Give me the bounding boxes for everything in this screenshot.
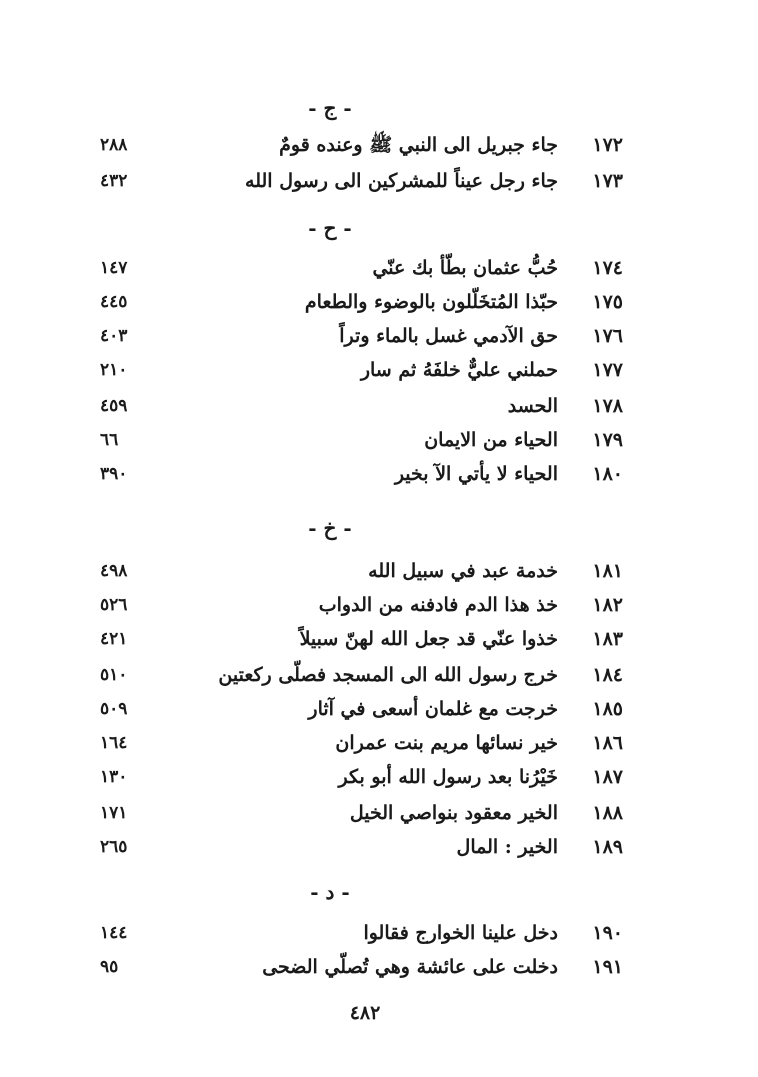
entry-text: الخير معقود بنواصي الخيل bbox=[349, 802, 558, 824]
entry-text: حق الآدمي غسل بالماء وتراً bbox=[339, 325, 558, 347]
index-entry-183 bbox=[0, 624, 758, 654]
entry-number: ١٧٣ bbox=[592, 170, 623, 192]
entry-number: ١٧٧ bbox=[592, 359, 623, 381]
entry-page: ٥١٠ bbox=[100, 665, 128, 685]
entry-page: ٥٠٩ bbox=[100, 699, 128, 719]
section-heading-dal: - د - bbox=[310, 880, 350, 904]
entry-page: ٤٢١ bbox=[100, 629, 128, 649]
index-entry-191 bbox=[0, 952, 758, 982]
entry-text: حملني عليٌّ خلفَهُ ثم سار bbox=[360, 359, 558, 381]
entry-text: خَيْرُنا بعد رسول الله أبو بكر bbox=[338, 766, 558, 788]
entry-number: ١٧٦ bbox=[592, 325, 623, 347]
entry-text: خدمة عبد في سبيل الله bbox=[368, 560, 558, 582]
entry-text: الخير : المال bbox=[456, 836, 558, 858]
entry-number: ١٨٤ bbox=[592, 664, 623, 686]
entry-text: خذوا عنّي قد جعل الله لهنّ سبيلاً bbox=[299, 628, 558, 650]
entry-page: ١٣٠ bbox=[100, 767, 128, 787]
entry-number: ١٧٤ bbox=[592, 257, 623, 279]
entry-text: جاء جبريل الى النبي ﷺ وعنده قومٌ bbox=[279, 134, 558, 156]
entry-number: ١٨١ bbox=[592, 560, 623, 582]
entry-page: ١٧١ bbox=[100, 803, 128, 823]
entry-page: ٦٦ bbox=[100, 430, 119, 450]
entry-page: ٤٣٢ bbox=[100, 171, 128, 191]
entry-number: ١٩٠ bbox=[592, 922, 623, 944]
entry-number: ١٨٢ bbox=[592, 594, 623, 616]
entry-page: ٤٤٥ bbox=[100, 292, 128, 312]
index-entry-184 bbox=[0, 660, 758, 690]
entry-page: ٤٩٨ bbox=[100, 561, 128, 581]
index-entry-188 bbox=[0, 798, 758, 828]
index-entry-173 bbox=[0, 166, 758, 196]
entry-number: ١٨٩ bbox=[592, 836, 623, 858]
index-entry-190 bbox=[0, 918, 758, 948]
entry-page: ٢٨٨ bbox=[100, 135, 128, 155]
section-heading-kha: - خ - bbox=[308, 516, 352, 540]
entry-page: ١٦٤ bbox=[100, 733, 128, 753]
entry-text: خير نسائها مريم بنت عمران bbox=[335, 732, 558, 754]
entry-page: ١٤٤ bbox=[100, 923, 128, 943]
entry-text: خرجت مع غلمان أسعى في آثار bbox=[308, 698, 558, 720]
section-heading-ha: - ح - bbox=[308, 216, 352, 240]
entry-number: ١٨٠ bbox=[592, 463, 623, 485]
index-entry-189 bbox=[0, 832, 758, 862]
entry-number: ١٧٥ bbox=[592, 291, 623, 313]
entry-number: ١٩١ bbox=[592, 956, 623, 978]
index-entry-187 bbox=[0, 762, 758, 792]
entry-number: ١٧٢ bbox=[592, 134, 623, 156]
entry-page: ٤٠٣ bbox=[100, 326, 128, 346]
entry-text: خرج رسول الله الى المسجد فصلّى ركعتين bbox=[218, 664, 558, 686]
entry-page: ٢١٠ bbox=[100, 360, 128, 380]
entry-page: ٤٥٩ bbox=[100, 396, 128, 416]
entry-number: ١٧٨ bbox=[592, 395, 623, 417]
entry-text: دخل علينا الخوارج فقالوا bbox=[363, 922, 558, 944]
entry-page: ١٤٧ bbox=[100, 258, 128, 278]
entry-page: ٣٩٠ bbox=[100, 464, 128, 484]
entry-number: ١٨٧ bbox=[592, 766, 623, 788]
entry-text: حبّذا المُتخَلّلون بالوضوء والطعام bbox=[304, 291, 558, 313]
page-number: ٤٨٢ bbox=[349, 1002, 381, 1024]
index-entry-175 bbox=[0, 287, 758, 317]
entry-number: ١٨٣ bbox=[592, 628, 623, 650]
entry-page: ٥٢٦ bbox=[100, 595, 128, 615]
index-entry-181 bbox=[0, 556, 758, 586]
index-entry-178 bbox=[0, 391, 758, 421]
entry-text: الحسد bbox=[507, 395, 558, 417]
section-heading-jim: - ج - bbox=[308, 96, 352, 120]
index-entry-177 bbox=[0, 355, 758, 385]
entry-page: ٢٦٥ bbox=[100, 837, 128, 857]
entry-text: خذ هذا الدم فادفنه من الدواب bbox=[318, 594, 558, 616]
index-entry-179 bbox=[0, 425, 758, 455]
entry-number: ١٨٦ bbox=[592, 732, 623, 754]
entry-text: الحياء من الايمان bbox=[424, 429, 558, 451]
entry-text: حُبُّ عثمان بطّأ بك عنّي bbox=[372, 257, 558, 279]
entry-page: ٩٥ bbox=[100, 957, 119, 977]
index-entry-176 bbox=[0, 321, 758, 351]
index-entry-174 bbox=[0, 253, 758, 283]
entry-text: دخلت على عائشة وهي تُصلّي الضحى bbox=[262, 956, 558, 978]
index-entry-185 bbox=[0, 694, 758, 724]
entry-number: ١٨٥ bbox=[592, 698, 623, 720]
index-entry-180 bbox=[0, 459, 758, 489]
entry-text: جاء رجل عيناً للمشركين الى رسول الله bbox=[245, 170, 558, 192]
entry-text: الحياء لا يأتي الآ بخير bbox=[394, 463, 558, 485]
entry-number: ١٧٩ bbox=[592, 429, 623, 451]
index-entry-172 bbox=[0, 130, 758, 160]
entry-number: ١٨٨ bbox=[592, 802, 623, 824]
index-entry-182 bbox=[0, 590, 758, 620]
index-entry-186 bbox=[0, 728, 758, 758]
